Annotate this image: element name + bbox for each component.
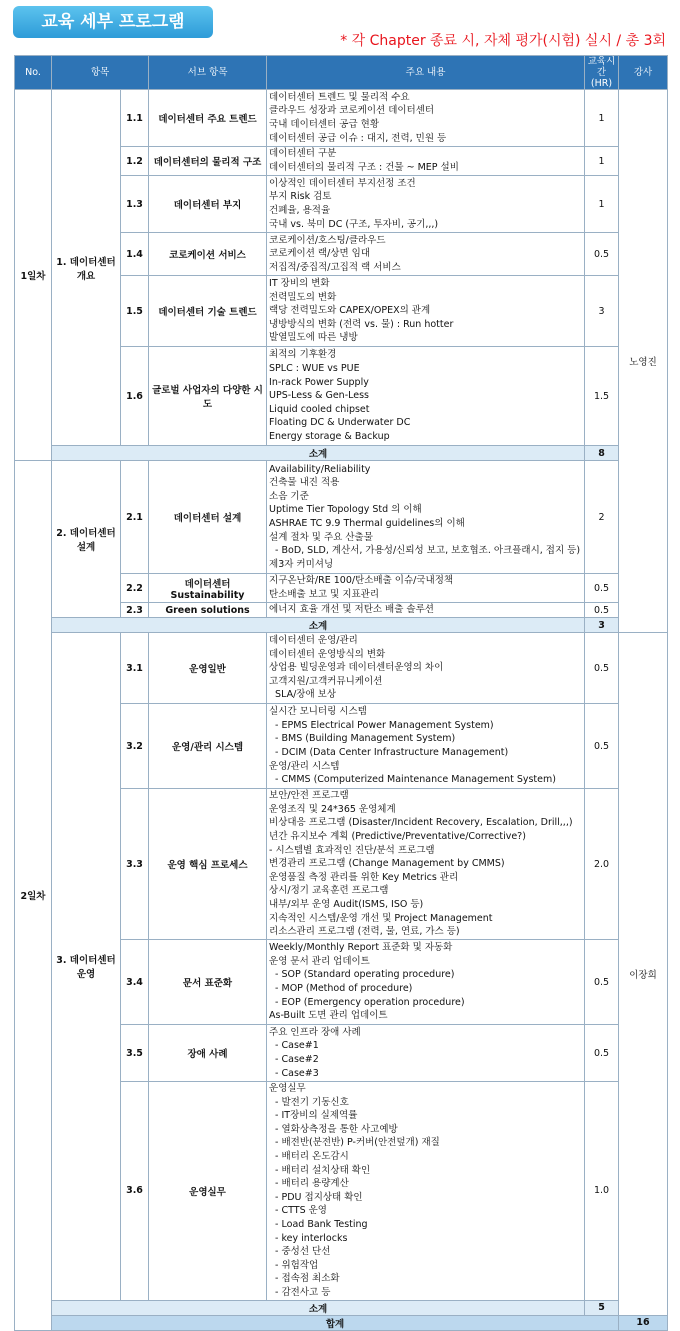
sub-item-number: 1.2: [121, 147, 149, 176]
content-line: Uptime Tier Topology Std 의 이해: [269, 504, 422, 516]
total-label: 합계: [52, 1315, 619, 1330]
content-line: - 배터리 온도감시: [269, 1150, 349, 1162]
total-value: 16: [619, 1315, 668, 1330]
content-line: 운영실무: [269, 1083, 306, 1094]
sub-item-number: 2.1: [121, 461, 149, 574]
content-line: 탄소배출 보고 및 지표관리: [269, 589, 380, 600]
sub-item-number: 1.6: [121, 347, 149, 446]
content-line: - BMS (Building Management System): [269, 733, 456, 745]
content-line: 상업용 빌딩운영과 데이터센터운영의 차이: [269, 662, 444, 674]
total-row: [15, 1315, 668, 1330]
content-line: - EPMS Electrical Power Management System): [269, 719, 494, 731]
content-line: 데이터센터 공급 이슈 : 대지, 전력, 민원 등: [269, 132, 447, 144]
content-line: 운영/관리 시스템: [269, 760, 340, 772]
content-line: 지속적인 시스템/운영 개선 및 Project Management: [269, 912, 493, 924]
content-line: 보안/안전 프로그램: [269, 790, 349, 802]
content-cell: [267, 347, 585, 446]
content-line: 내부/외부 운영 Audit(ISMS, ISO 등): [269, 898, 424, 910]
sub-item-number: 1.5: [121, 276, 149, 347]
content-line: 데이터센터의 물리적 구조 : 건물 ~ MEP 설비: [269, 162, 459, 173]
sub-item-title: Green solutions: [149, 603, 267, 618]
content-line: 건폐율, 용적율: [269, 205, 331, 216]
content-line: - DCIM (Data Center Infrastructure Management): [269, 747, 509, 758]
content-line: 국내 vs. 북미 DC (구조, 투자비, 공기,,,): [269, 218, 439, 230]
content-line: 코로케이션 랙/상면 임대: [269, 248, 371, 260]
chapter-label: 2. 데이터센터 설계: [52, 461, 121, 618]
content-line: 실시간 모니터링 시스템: [269, 706, 367, 718]
content-line: 지구온난화/RE 100/탄소배출 이슈/국내정책: [269, 575, 454, 587]
content-line: SPLC : WUE vs PUE: [269, 363, 360, 375]
content-line: 운영 문서 관리 업데이트: [269, 955, 370, 967]
sub-item-number: 1.4: [121, 233, 149, 276]
content-line: - 감전사고 등: [269, 1286, 331, 1298]
sub-item-title: 데이터센터 Sustainability: [149, 574, 267, 603]
content-line: 상시/정기 교육훈련 프로그램: [269, 885, 389, 897]
content-cell: [267, 704, 585, 789]
hours-cell: 1: [585, 147, 619, 176]
content-line: - 발전기 기동신호: [269, 1096, 349, 1108]
table-header-row: [15, 56, 668, 90]
header-sub-item: 서브 항목: [149, 56, 267, 90]
content-line: 소음 기준: [269, 490, 309, 502]
header-hours: 교육시간 (HR): [585, 56, 619, 90]
content-line: As-Built 도면 관리 업데이트: [269, 1010, 388, 1022]
content-line: - 열화상측정을 통한 사고예방: [269, 1123, 398, 1135]
sub-item-number: 1.3: [121, 176, 149, 233]
sub-item-title: 데이터센터 부지: [149, 176, 267, 233]
sub-item-title: 운영실무: [149, 1082, 267, 1301]
content-cell: [267, 1025, 585, 1082]
content-line: 데이터센터 운영방식의 변화: [269, 648, 386, 660]
table-row: [15, 633, 668, 704]
content-cell: [267, 276, 585, 347]
subtotal-label: 소계: [52, 618, 585, 633]
sub-item-number: 3.6: [121, 1082, 149, 1301]
content-line: 데이터센터 트렌드 및 물리적 수요: [269, 91, 410, 103]
content-line: 데이터센터 구분: [269, 148, 337, 160]
content-line: - Case#1: [269, 1040, 319, 1052]
sub-item-title: 문서 표준화: [149, 940, 267, 1025]
content-line: 저집적/중집적/고집적 랙 서비스: [269, 261, 401, 273]
sub-item-number: 3.5: [121, 1025, 149, 1082]
content-line: 랙당 전력밀도와 CAPEX/OPEX의 관계: [269, 305, 431, 317]
content-line: - 배터리 용량계산: [269, 1178, 349, 1190]
hours-cell: 1: [585, 90, 619, 147]
content-line: - 배터리 설치상태 확인: [269, 1164, 371, 1176]
content-line: 고객지원/고객커뮤니케이션: [269, 675, 383, 687]
subtotal-value: 8: [585, 446, 619, 461]
content-line: 설계 절차 및 주요 산출물: [269, 531, 373, 543]
hours-cell: 2.0: [585, 789, 619, 940]
table-row: [15, 90, 668, 147]
content-cell: [267, 1082, 585, 1301]
table-row: [15, 461, 668, 574]
evaluation-notice: * 각 Chapter 종료 시, 자체 평가(시험) 실시 / 총 3회: [340, 33, 666, 49]
content-line: 운영조직 및 24*365 운영체계: [269, 803, 396, 815]
content-line: - 접속점 최소화: [269, 1273, 340, 1285]
sub-item-title: 글로벌 사업자의 다양한 시도: [149, 347, 267, 446]
content-line: Liquid cooled chipset: [269, 403, 370, 415]
sub-item-title: 데이터센터의 물리적 구조: [149, 147, 267, 176]
content-cell: [267, 233, 585, 276]
sub-item-title: 운영 핵심 프로세스: [149, 789, 267, 940]
content-cell: [267, 147, 585, 176]
content-cell: [267, 940, 585, 1025]
content-line: In-rack Power Supply: [269, 376, 369, 388]
content-line: - BoD, SLD, 계산서, 가용성/신뢰성 보고, 보호협조. 아크플래시, 접지 등): [269, 545, 581, 557]
content-cell: [267, 176, 585, 233]
sub-item-title: 데이터센터 기술 트렌드: [149, 276, 267, 347]
content-line: 주요 인프라 장애 사례: [269, 1026, 361, 1038]
content-line: 변경관리 프로그램 (Change Management by CMMS): [269, 858, 505, 870]
content-line: 에너지 효율 개선 및 저탄소 배출 솔루션: [269, 604, 434, 616]
content-line: Energy storage & Backup: [269, 430, 390, 442]
subtotal-value: 5: [585, 1300, 619, 1315]
content-line: 제3자 커미셔닝: [269, 558, 334, 570]
content-line: 국내 데이터센터 공급 현황: [269, 119, 380, 130]
header-instructor: 강사: [619, 56, 668, 90]
hours-cell: 0.5: [585, 1025, 619, 1082]
header-no: No.: [15, 56, 52, 90]
content-line: 운영품질 측정 관리를 위한 Key Metrics 관리: [269, 871, 459, 883]
content-line: 발열밀도에 따른 냉방: [269, 332, 358, 344]
content-line: Weekly/Monthly Report 표준화 및 자동화: [269, 942, 453, 954]
sub-item-number: 2.2: [121, 574, 149, 603]
hours-cell: 0.5: [585, 603, 619, 618]
content-line: - 위험작업: [269, 1259, 319, 1271]
content-cell: [267, 789, 585, 940]
content-line: 부지 Risk 검토: [269, 191, 332, 203]
content-line: 년간 유지보수 계획 (Predictive/Preventative/Corrective?): [269, 831, 526, 843]
instructor-cell: 노영진: [619, 90, 668, 633]
hours-cell: 0.5: [585, 940, 619, 1025]
sub-item-number: 1.1: [121, 90, 149, 147]
content-cell: [267, 461, 585, 574]
content-line: 냉방방식의 변화 (전력 vs. 물) : Run hotter: [269, 318, 454, 330]
day-label: 2일차: [15, 461, 52, 1331]
header-content: 주요 내용: [267, 56, 585, 90]
hours-cell: 2: [585, 461, 619, 574]
content-line: - 중성선 단선: [269, 1246, 331, 1258]
hours-cell: 0.5: [585, 704, 619, 789]
content-line: - Case#3: [269, 1067, 319, 1079]
content-line: Floating DC & Underwater DC: [269, 417, 411, 429]
content-line: - IT장비의 실제역률: [269, 1110, 358, 1122]
content-line: 코로케이션/호스팅/클라우드: [269, 234, 386, 246]
content-line: - SOP (Standard operating procedure): [269, 969, 455, 981]
content-cell: [267, 603, 585, 618]
sub-item-title: 장애 사례: [149, 1025, 267, 1082]
content-line: - PDU 접지상태 확인: [269, 1191, 363, 1203]
content-line: 리소스관리 프로그램 (전력, 물, 연료, 가스 등): [269, 926, 460, 938]
content-line: 최적의 기후환경: [269, 349, 337, 361]
hours-cell: 1.0: [585, 1082, 619, 1301]
sub-item-number: 2.3: [121, 603, 149, 618]
content-line: 건축물 내진 적용: [269, 477, 340, 489]
content-cell: [267, 633, 585, 704]
chapter-label: 3. 데이터센터 운영: [52, 633, 121, 1301]
sub-item-title: 데이터센터 설계: [149, 461, 267, 574]
content-line: - Load Bank Testing: [269, 1218, 368, 1230]
sub-item-number: 3.1: [121, 633, 149, 704]
hours-cell: 1.5: [585, 347, 619, 446]
hours-cell: 0.5: [585, 233, 619, 276]
sub-item-number: 3.4: [121, 940, 149, 1025]
content-line: - EOP (Emergency operation procedure): [269, 996, 465, 1008]
sub-item-number: 3.2: [121, 704, 149, 789]
content-cell: [267, 90, 585, 147]
sub-item-title: 운영일반: [149, 633, 267, 704]
content-line: 데이터센터 운영/관리: [269, 635, 358, 647]
header-item: 항목: [52, 56, 149, 90]
subtotal-label: 소계: [52, 1300, 585, 1315]
content-line: - MOP (Method of procedure): [269, 983, 413, 994]
content-line: - 배전반(분전반) P-커버(안전덮개) 재질: [269, 1137, 440, 1149]
content-line: Availability/Reliability: [269, 463, 371, 475]
sub-item-title: 운영/관리 시스템: [149, 704, 267, 789]
content-line: - CTTS 운영: [269, 1205, 327, 1217]
hours-cell: 1: [585, 176, 619, 233]
chapter-label: 1. 데이터센터 개요: [52, 90, 121, 446]
content-line: - 시스템별 효과적인 진단/분석 프로그램: [269, 844, 435, 856]
content-line: ASHRAE TC 9.9 Thermal guidelines의 이해: [269, 518, 465, 529]
day-label: 1일차: [15, 90, 52, 461]
program-table: [14, 55, 668, 1331]
content-cell: [267, 574, 585, 603]
hours-cell: 0.5: [585, 574, 619, 603]
content-line: - key interlocks: [269, 1232, 348, 1244]
subtotal-value: 3: [585, 618, 619, 633]
content-line: 이상적인 데이터센터 부지선정 조건: [269, 177, 416, 189]
hours-cell: 3: [585, 276, 619, 347]
content-line: - CMMS (Computerized Maintenance Management System): [269, 774, 556, 786]
content-line: 클라우드 성장과 코로케이션 데이터센터: [269, 105, 435, 117]
content-line: 전력밀도의 변화: [269, 291, 337, 303]
page-title: 교육 세부 프로그램: [13, 6, 213, 38]
content-line: - Case#2: [269, 1054, 319, 1065]
sub-item-number: 3.3: [121, 789, 149, 940]
content-line: IT 장비의 변화: [269, 278, 330, 290]
subtotal-row: [15, 446, 668, 461]
sub-item-title: 코로케이션 서비스: [149, 233, 267, 276]
content-line: UPS-Less & Gen-Less: [269, 390, 369, 402]
subtotal-row: [15, 618, 668, 633]
content-line: SLA/장애 보상: [269, 689, 337, 701]
sub-item-title: 데이터센터 주요 트렌드: [149, 90, 267, 147]
instructor-cell: 이장희: [619, 633, 668, 1316]
hours-cell: 0.5: [585, 633, 619, 704]
content-line: 비상대응 프로그램 (Disaster/Incident Recovery, Escalation, Drill,,,): [269, 817, 573, 829]
subtotal-label: 소계: [52, 446, 585, 461]
